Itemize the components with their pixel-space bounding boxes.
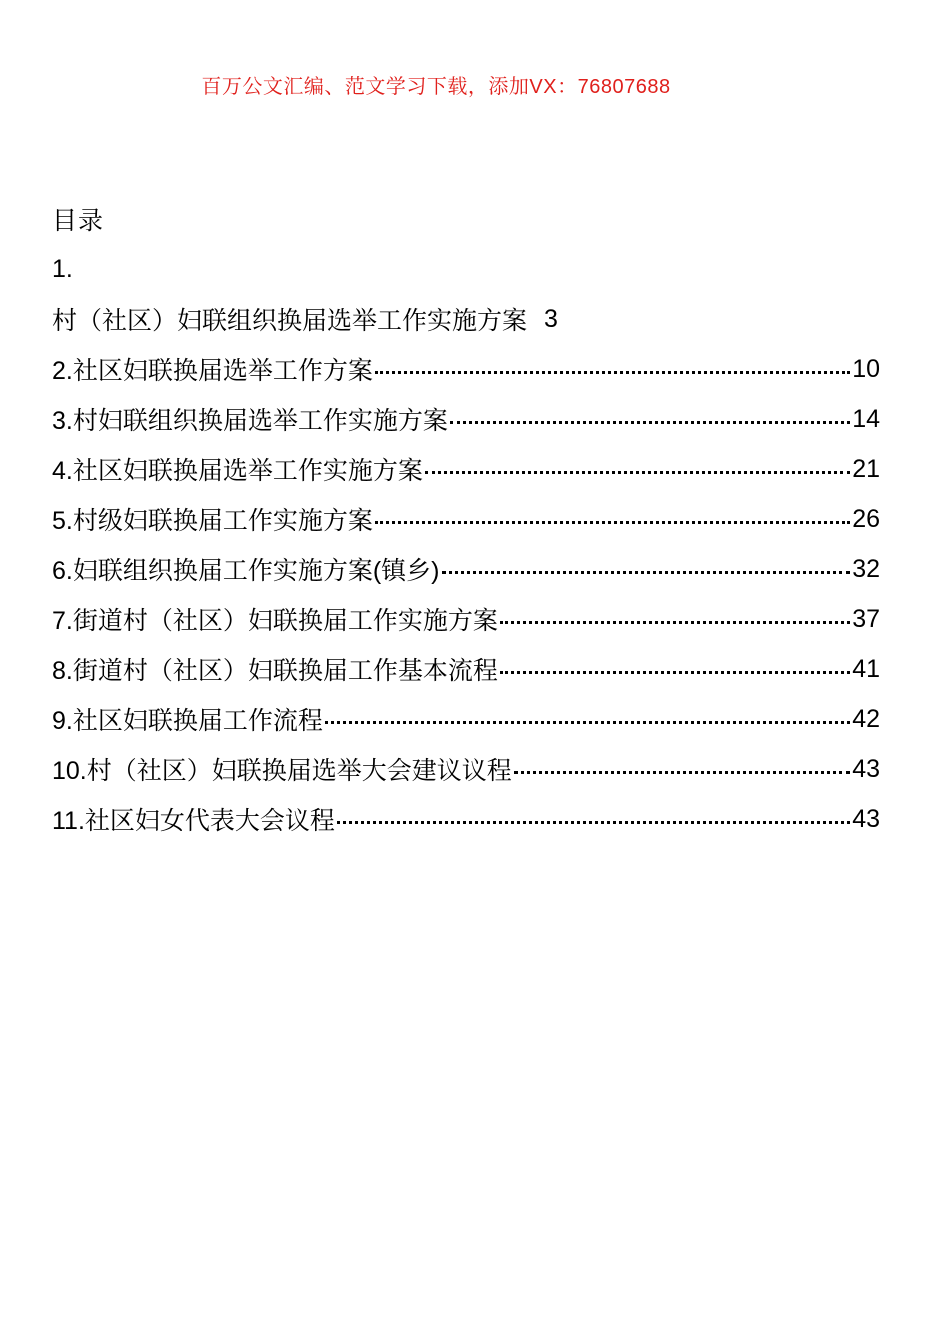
dot-leader (425, 464, 850, 474)
toc-entry[interactable] (52, 294, 880, 344)
toc-entry-page: 21 (852, 454, 880, 483)
toc-entry[interactable] (52, 494, 880, 544)
toc-entry-title: 8.街道村（社区）妇联换届工作基本流程 (52, 657, 498, 685)
toc-entry[interactable] (52, 544, 880, 594)
toc-entry-page: 26 (852, 504, 880, 533)
toc-entry-title: 3.村妇联组织换届选举工作实施方案 (52, 407, 448, 435)
toc-entry-page: 14 (852, 404, 880, 433)
toc-entry-title: 10.村（社区）妇联换届选举大会建议议程 (52, 757, 512, 785)
toc-title: 目录 (52, 207, 105, 235)
dot-leader (500, 614, 850, 624)
dot-leader (442, 564, 851, 574)
toc-entry-page: 3 (544, 304, 558, 333)
toc-entry-title: 村（社区）妇联组织换届选举工作实施方案 (52, 307, 528, 335)
toc-entry[interactable] (52, 594, 880, 644)
toc-entry[interactable] (52, 444, 880, 494)
dot-leader (514, 764, 850, 774)
toc-entry-number: 1. (52, 254, 73, 283)
table-of-contents (52, 194, 880, 844)
toc-entry[interactable] (52, 794, 880, 844)
toc-entry[interactable] (52, 744, 880, 794)
promo-header (0, 70, 872, 99)
toc-entry-title: 5.村级妇联换届工作实施方案 (52, 507, 373, 535)
toc-entry[interactable] (52, 344, 880, 394)
dot-leader (500, 664, 850, 674)
dot-leader (325, 714, 850, 724)
toc-entry-title: 6.妇联组织换届工作实施方案(镇乡) (52, 557, 440, 585)
toc-entry[interactable] (52, 394, 880, 444)
toc-entry-title: 9.社区妇联换届工作流程 (52, 707, 323, 735)
dot-leader (337, 814, 850, 824)
toc-entry-1-number[interactable] (52, 244, 880, 294)
toc-entry-page: 43 (852, 754, 880, 783)
toc-entry-page: 10 (852, 354, 880, 383)
toc-entry-page: 42 (852, 704, 880, 733)
toc-entry-title: 4.社区妇联换届选举工作实施方案 (52, 457, 423, 485)
toc-entry-page: 43 (852, 804, 880, 833)
toc-entry-page: 41 (852, 654, 880, 683)
toc-entry[interactable] (52, 644, 880, 694)
toc-entry-title: 2.社区妇联换届选举工作方案 (52, 357, 373, 385)
toc-entry-title: 11.社区妇女代表大会议程 (52, 807, 335, 835)
promo-text: 百万公文汇编、范文学习下载，添加VX：76807688 (201, 76, 671, 98)
toc-entry-page: 32 (852, 554, 880, 583)
dot-leader (375, 364, 850, 374)
dot-leader (375, 514, 850, 524)
toc-entry[interactable] (52, 694, 880, 744)
toc-entry-page: 37 (852, 604, 880, 633)
dot-leader (450, 414, 850, 424)
toc-entry-title: 7.街道村（社区）妇联换届工作实施方案 (52, 607, 498, 635)
